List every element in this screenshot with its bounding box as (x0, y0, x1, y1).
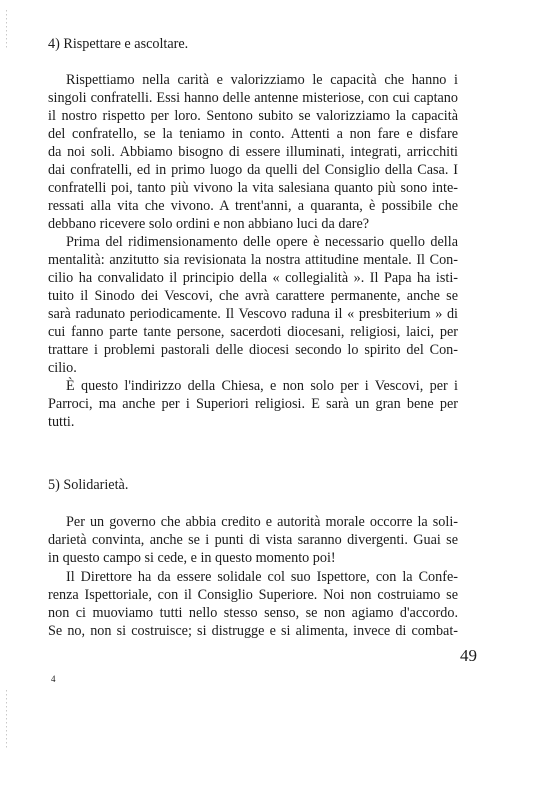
text-line: cilio. (48, 360, 77, 376)
text-line: debbano ricevere solo ordini e non abbiano luci da dare? (48, 216, 370, 232)
text-line: tuito il Sinodo dei Vescovi, che avrà carattere permanente, anche se (48, 288, 458, 304)
text-line: Il Direttore ha da essere solidale col suo Ispettore, con la Confe- (66, 569, 458, 585)
signature-mark: 4 (51, 674, 56, 684)
text-line: non ci muoviamo tutti nello stesso senso, se non agiamo d'accordo. (48, 605, 458, 621)
text-line: Se no, non si costruisce; si distrugge e si alimenta, invece di combat- (48, 623, 458, 639)
text-line: renza Ispettoriale, con il Consiglio Superiore. Noi non costruiamo se (48, 587, 458, 603)
text-line: tutti. (48, 414, 75, 430)
left-edge-dots (6, 690, 7, 750)
text-line: È questo l'indirizzo della Chiesa, e non solo per i Vescovi, per i (66, 378, 458, 394)
text-line: confratelli poi, tanto più vivono la vita salesiana quanto più sono inte- (48, 180, 458, 196)
text-line: darietà convinta, anche se i punti di vista saranno divergenti. Guai se (48, 532, 458, 548)
text-line: Per un governo che abbia credito e autorità morale occorre la soli- (66, 514, 458, 530)
page-number: 49 (460, 646, 477, 665)
text-line: da noi soli. Abbiamo bisogno di essere illuminati, integrati, arricchiti (48, 144, 458, 160)
text-line: sarà radunato periodicamente. Il Vescovo raduna il « presbiterium » di (48, 306, 458, 322)
section-heading: 4) Rispettare e ascoltare. (48, 36, 189, 52)
text-line: ressati alla vita che vivono. A trent'anni, a quaranta, è possibile che (48, 198, 458, 214)
text-line: del confratello, se la teniamo in conto. Attenti a non fare e disfare (48, 126, 458, 142)
text-line: dai confratelli, ed in primo luogo da quelli del Consiglio della Casa. I (48, 162, 458, 178)
text-line: cui fanno parte tante persone, sacerdoti diocesani, religiosi, laici, per (48, 324, 458, 340)
text-line: Rispettiamo nella carità e valorizziamo le capacità che hanno i (66, 72, 458, 88)
text-line: Prima del ridimensionamento delle opere è necessario quello della (66, 234, 458, 250)
text-line: cilio ha convalidato il principio della « collegialità ». Il Papa ha isti- (48, 270, 458, 286)
text-line: singoli confratelli. Essi hanno delle antenne misteriose, con cui captano (48, 90, 458, 106)
section-heading: 5) Solidarietà. (48, 477, 129, 493)
text-line: trattare i problemi pastorali delle diocesi secondo lo spirito del Con- (48, 342, 458, 358)
text-line: Parroci, ma anche per i Superiori religiosi. E sarà un gran bene per (48, 396, 458, 412)
text-line: il nostro rispetto per loro. Sentono subito se valorizziamo la capacità (48, 108, 458, 124)
text-line: in questo campo si cede, e in questo momento poi! (48, 550, 336, 566)
left-edge-dots (6, 10, 7, 50)
text-line: mentalità: anzitutto sia revisionata la nostra attitudine mentale. Il Con- (48, 252, 458, 268)
